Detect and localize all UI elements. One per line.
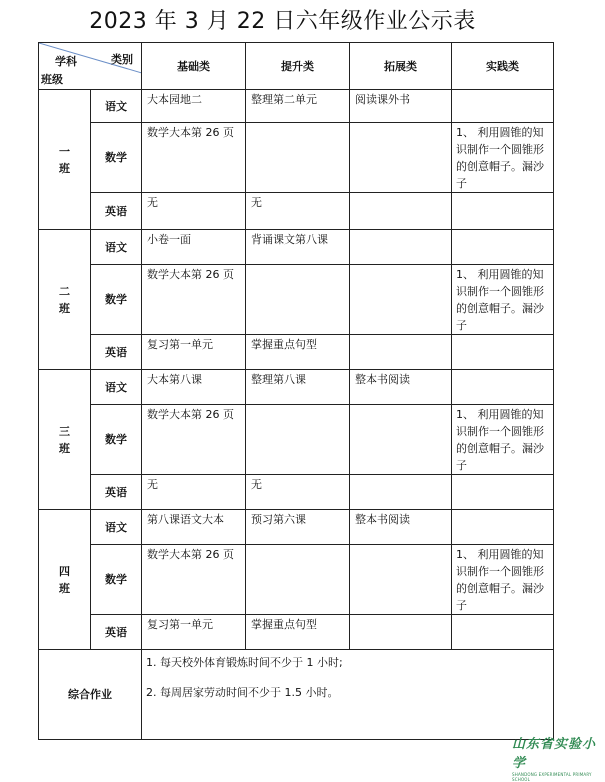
class-header-label: 班级 (41, 73, 63, 86)
class-cell (39, 230, 91, 370)
improve-cell: 背诵课文第八课 (246, 230, 350, 265)
subject-cell: 数学 (91, 545, 142, 615)
basic-cell: 大本第八课 (142, 370, 246, 405)
subject-cell: 语文 (91, 90, 142, 123)
practice-cell: 1、 利用圆锥的知识制作一个圆锥形的创意帽子。漏沙子 (452, 545, 554, 615)
basic-cell: 复习第一单元 (142, 335, 246, 370)
practice-cell (452, 193, 554, 230)
practice-cell (452, 370, 554, 405)
subject-cell: 数学 (91, 265, 142, 335)
table-row (39, 335, 554, 370)
class-cell (39, 90, 91, 230)
table-row (39, 510, 554, 545)
practice-cell: 1、 利用圆锥的知识制作一个圆锥形的创意帽子。漏沙子 (452, 405, 554, 475)
basic-cell: 无 (142, 193, 246, 230)
table-row (39, 475, 554, 510)
table-row (39, 370, 554, 405)
class-number: 四 (59, 564, 70, 578)
school-logo-subtitle: SHANDONG EXPERIMENTAL PRIMARY SCHOOL (512, 772, 592, 782)
class-suffix: 班 (59, 581, 70, 595)
extend-cell: 阅读课外书 (350, 90, 452, 123)
table-row (39, 230, 554, 265)
class-suffix: 班 (59, 161, 70, 175)
header-corner-cell (39, 43, 142, 90)
basic-cell: 数学大本第 26 页 (142, 265, 246, 335)
subject-cell: 语文 (91, 370, 142, 405)
practice-cell (452, 335, 554, 370)
table-row (39, 123, 554, 193)
practice-cell (452, 510, 554, 545)
subject-header-label: 学科 (55, 55, 77, 68)
class-suffix: 班 (59, 441, 70, 455)
extend-cell (350, 335, 452, 370)
column-header-extend: 拓展类 (350, 43, 452, 90)
table-row (39, 90, 554, 123)
comprehensive-item: 2. 每周居家劳动时间不少于 1.5 小时。 (146, 686, 339, 699)
improve-cell: 掌握重点句型 (246, 335, 350, 370)
practice-cell: 1、 利用圆锥的知识制作一个圆锥形的创意帽子。漏沙子 (452, 265, 554, 335)
extend-cell (350, 475, 452, 510)
page-title: 2023 年 3 月 22 日六年级作业公示表 (89, 9, 476, 34)
subject-cell: 英语 (91, 193, 142, 230)
subject-cell: 英语 (91, 335, 142, 370)
subject-cell: 语文 (91, 510, 142, 545)
practice-cell (452, 615, 554, 650)
comprehensive-item: 1. 每天校外体育锻炼时间不少于 1 小时; (146, 656, 343, 669)
column-header-practice: 实践类 (452, 43, 554, 90)
extend-cell (350, 265, 452, 335)
improve-cell: 无 (246, 475, 350, 510)
header-row (39, 43, 554, 90)
class-number: 一 (59, 144, 70, 158)
comprehensive-row (39, 650, 554, 740)
comprehensive-label: 综合作业 (39, 650, 142, 740)
practice-cell (452, 90, 554, 123)
extend-cell: 整本书阅读 (350, 370, 452, 405)
class-number: 二 (59, 284, 70, 298)
subject-cell: 英语 (91, 615, 142, 650)
class-cell (39, 370, 91, 510)
extend-cell (350, 230, 452, 265)
class-suffix: 班 (59, 301, 70, 315)
extend-cell (350, 405, 452, 475)
extend-cell (350, 193, 452, 230)
subject-cell: 语文 (91, 230, 142, 265)
basic-cell: 数学大本第 26 页 (142, 545, 246, 615)
extend-cell (350, 545, 452, 615)
extend-cell (350, 615, 452, 650)
school-logo (512, 733, 604, 782)
extend-cell (350, 123, 452, 193)
column-header-improve: 提升类 (246, 43, 350, 90)
improve-cell: 无 (246, 193, 350, 230)
improve-cell (246, 405, 350, 475)
improve-cell (246, 265, 350, 335)
table-row (39, 545, 554, 615)
column-header-basic: 基础类 (142, 43, 246, 90)
subject-cell: 英语 (91, 475, 142, 510)
improve-cell: 掌握重点句型 (246, 615, 350, 650)
improve-cell: 整理第二单元 (246, 90, 350, 123)
table-row (39, 193, 554, 230)
comprehensive-content (142, 650, 554, 740)
table-row (39, 405, 554, 475)
basic-cell: 数学大本第 26 页 (142, 123, 246, 193)
basic-cell: 数学大本第 26 页 (142, 405, 246, 475)
table-row (39, 615, 554, 650)
basic-cell: 大本园地二 (142, 90, 246, 123)
category-header-label: 类别 (111, 53, 133, 66)
improve-cell: 整理第八课 (246, 370, 350, 405)
basic-cell: 复习第一单元 (142, 615, 246, 650)
extend-cell: 整本书阅读 (350, 510, 452, 545)
improve-cell (246, 545, 350, 615)
basic-cell: 第八课语文大本 (142, 510, 246, 545)
practice-cell: 1、 利用圆锥的知识制作一个圆锥形的创意帽子。漏沙子 (452, 123, 554, 193)
practice-cell (452, 475, 554, 510)
class-number: 三 (59, 424, 70, 438)
practice-cell (452, 230, 554, 265)
table-row (39, 265, 554, 335)
school-logo-name: 山东省实验小学 (512, 737, 597, 771)
basic-cell: 小卷一面 (142, 230, 246, 265)
homework-table (38, 42, 554, 740)
subject-cell: 数学 (91, 405, 142, 475)
subject-cell: 数学 (91, 123, 142, 193)
basic-cell: 无 (142, 475, 246, 510)
improve-cell (246, 123, 350, 193)
class-cell (39, 510, 91, 650)
improve-cell: 预习第六课 (246, 510, 350, 545)
